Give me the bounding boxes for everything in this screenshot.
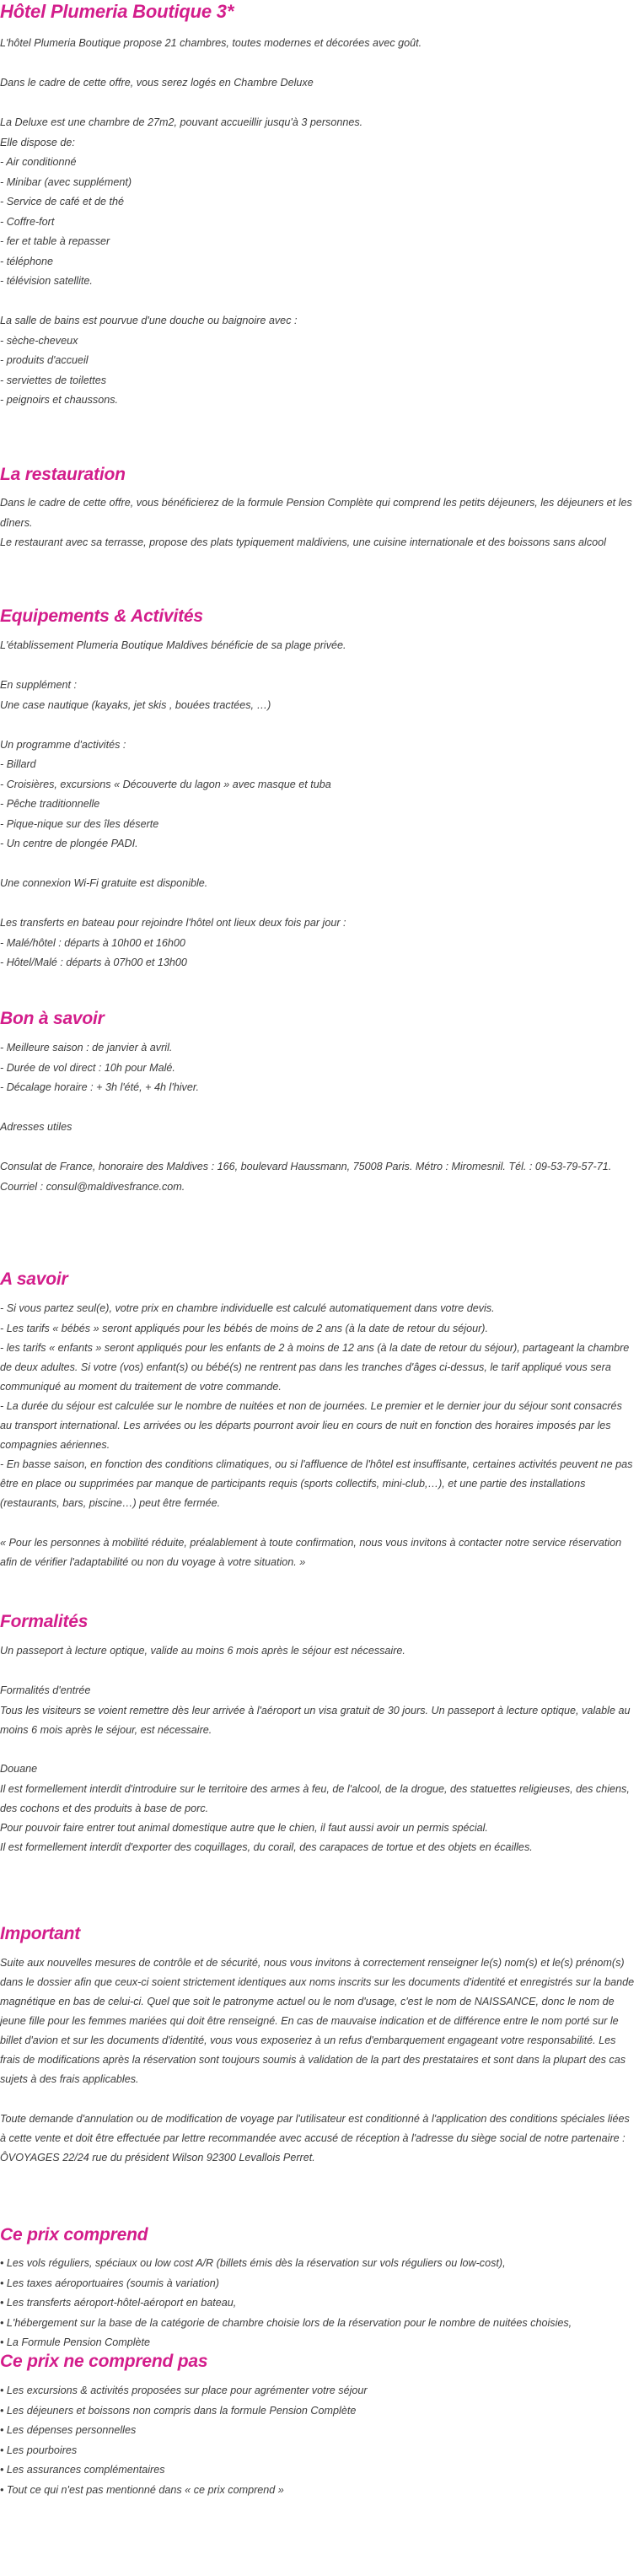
blank-line (0, 2089, 636, 2110)
prix-comprend-list (0, 2254, 636, 2353)
text-line: - Service de café et de thé (0, 196, 125, 207)
text-line: Il est formellement interdit d'exporter des coquillages, du corail, des carapaces de tortue et des objets en écailles. (0, 1841, 533, 1853)
prix-ne-comprend-pas-title: Ce prix ne comprend pas (0, 2352, 208, 2371)
text-line: - fer et table à repasser (0, 235, 110, 247)
blank-line (0, 656, 636, 676)
hotel-description (0, 34, 636, 411)
text-line: L'hôtel Plumeria Boutique propose 21 chambres, toutes modernes et décorées avec goût. (0, 37, 422, 49)
text-line: Toute demande d'annulation ou de modification de voyage par l'utilisateur est conditionné à l'application des conditions spéciales liées à cette vente et doit être effectuée par lettre recommandée avec accusé de réception à l'adresse du siège social de notre partenaire : ÔVOYAGES 22/24 rue du président Wilson 92300 Levallois Perret. (0, 2112, 630, 2164)
text-line: - Croisières, excursions « Découverte du lagon » avec masque et tuba (0, 778, 331, 790)
blank-line (0, 854, 636, 875)
text-line: Suite aux nouvelles mesures de contrôle et de sécurité, nous vous invitons à correctement renseigner le(s) nom(s) et le(s) prénom(s) dans le dossier afin que ceux-ci soient strictement identiques aux noms inscrits sur les documents d'identité et enregistrés sur la bande magnétique en bas de celui-ci. Quel que soit le patronyme actuel ou le nom d'usage, c'est le nom de NAISSANCE, donc le nom de jeune fille pour les femmes mariées qui doit être renseigné. En cas de mauvaise indication et de différence entre le nom porté sur le billet d'avion et sur les documents d'identité, vous vous exposeriez à un refus d'embarquement engageant votre responsabilité. Les frais de modifications après la réservation sont toujours soumis à validation de la part des prestataires et sont dans la plupart des cas sujets à des frais applicables. (0, 1957, 635, 2085)
hotel-title: Hôtel Plumeria Boutique 3* (0, 1, 234, 22)
blank-line (0, 894, 636, 914)
text-line: - sèche-cheveux (0, 334, 78, 347)
blank-line (0, 94, 636, 114)
text-line: • L'hébergement sur la base de la catégorie de chambre choisie lors de la réservation pour le nombre de nuitées choisies, (0, 2316, 572, 2329)
text-line: - Pêche traditionnelle (0, 798, 100, 810)
text-line: - Hôtel/Malé : départs à 07h00 et 13h00 (0, 957, 187, 968)
text-line: • Les excursions & activités proposées sur place pour agrémenter votre séjour (0, 2385, 368, 2396)
text-line: Une connexion Wi-Fi gratuite est disponible. (0, 877, 208, 889)
restauration-title: La restauration (0, 465, 126, 484)
blank-line (0, 1662, 636, 1682)
text-line: - Si vous partez seul(e), votre prix en chambre individuelle est calculé automatiquement dans votre devis. (0, 1302, 495, 1314)
prix-ne-comprend-pas-list (0, 2381, 636, 2500)
text-line: - serviettes de toilettes (0, 374, 106, 386)
formalites-title: Formalités (0, 1612, 89, 1631)
text-line: - Air conditionné (0, 156, 77, 168)
text-line: Douane (0, 1763, 38, 1775)
text-line: Un passeport à lecture optique, valide au moins 6 mois après le séjour est nécessaire. (0, 1645, 405, 1657)
text-line: - Décalage horaire : + 3h l'été, + 4h l'hiver. (0, 1081, 200, 1093)
text-line: • Les transferts aéroport-hôtel-aéroport en bateau, (0, 2297, 237, 2309)
blank-line (0, 715, 636, 736)
text-line: - Minibar (avec supplément) (0, 175, 132, 188)
text-line: Formalités d'entrée (0, 1684, 91, 1696)
text-line: • Les taxes aéroportuaires (soumis à variation) (0, 2277, 219, 2289)
text-line: Consulat de France, honoraire des Maldives : 166, boulevard Haussmann, 75008 Paris. Métro : Miromesnil. Tél. : 09-53-79-57-71. Courriel : consul@maldivesfrance.com. (0, 1161, 612, 1193)
text-line: Adresses utiles (0, 1121, 72, 1133)
text-line: Dans le cadre de cette offre, vous bénéficierez de la formule Pension Complète qui comprend les petits déjeuners, les déjeuners et les dîners. (0, 497, 632, 529)
text-line: Les transferts en bateau pour rejoindre l'hôtel ont lieux deux fois par jour : (0, 917, 346, 929)
text-line: • Les pourboires (0, 2444, 78, 2456)
blank-line (0, 1513, 636, 1533)
text-line: - peignoirs et chaussons. (0, 394, 119, 406)
text-line: • Les dépenses personnelles (0, 2424, 137, 2436)
text-line: - Billard (0, 758, 36, 770)
text-line: - Les tarifs « bébés » seront appliqués pour les bébés de moins de 2 ans (à la date de retour du séjour). (0, 1322, 488, 1334)
text-line: - télévision satellite. (0, 275, 93, 287)
text-line: • Les assurances complémentaires (0, 2464, 165, 2476)
text-line: • Tout ce qui n'est pas mentionné dans « ce prix comprend » (0, 2483, 284, 2496)
text-line: Une case nautique (kayaks, jet skis , bouées tractées, …) (0, 698, 271, 711)
blank-line (0, 292, 636, 312)
bon-a-savoir-title: Bon à savoir (0, 1009, 105, 1028)
text-line: Pour pouvoir faire entrer tout animal domestique autre que le chien, il faut aussi avoir un permis spécial. (0, 1821, 488, 1834)
blank-line (0, 1138, 636, 1158)
text-line: - Coffre-fort (0, 215, 55, 228)
text-line: - Meilleure saison : de janvier à avril. (0, 1042, 173, 1054)
text-line: La salle de bains est pourvue d'une douche ou baignoire avec : (0, 315, 298, 326)
text-line: - Malé/hôtel : départs à 10h00 et 16h00 (0, 936, 185, 949)
text-line: - Durée de vol direct : 10h pour Malé. (0, 1061, 175, 1074)
blank-line (0, 1740, 636, 1760)
prix-comprend-title: Ce prix comprend (0, 2225, 148, 2245)
text-line: - Un centre de plongée PADI. (0, 838, 138, 849)
equipements-description (0, 636, 636, 973)
equipements-title: Equipements & Activités (0, 606, 203, 626)
text-line: - Pique-nique sur des îles déserte (0, 817, 159, 830)
text-line: L'établissement Plumeria Boutique Maldives bénéficie de sa plage privée. (0, 639, 346, 651)
text-line: Dans le cadre de cette offre, vous serez logés en Chambre Deluxe (0, 77, 314, 89)
a-savoir-description (0, 1299, 636, 1572)
text-line: • Les vols réguliers, spéciaux ou low cost A/R (billets émis dès la réservation sur vols réguliers ou low-cost), (0, 2257, 506, 2269)
important-description (0, 1954, 636, 2168)
text-line: • Les déjeuners et boissons non compris dans la formule Pension Complète (0, 2404, 357, 2417)
text-line: Elle dispose de: (0, 136, 75, 148)
text-line: Il est formellement interdit d'introduire sur le territoire des armes à feu, de l'alcool, de la drogue, des statuettes religieuses, des chiens, des cochons et des produits à base de porc. (0, 1782, 630, 1814)
text-line: Le restaurant avec sa terrasse, propose des plats typiquement maldiviens, une cuisine internationale et des boissons sans alcool (0, 536, 606, 548)
text-line: « Pour les personnes à mobilité réduite, préalablement à toute confirmation, nous vous invitons à contacter notre service réservation afin de vérifier l'adaptabilité ou non du voyage à votre situation. » (0, 1536, 622, 1568)
text-line: Un programme d'activités : (0, 738, 126, 751)
formalites-description (0, 1641, 636, 1858)
text-line: - En basse saison, en fonction des conditions climatiques, ou si l'affluence de l'hôtel est insuffisante, certaines activités peuvent ne pas être en place ou supprimées par manque de participants requis (sports collectifs, mini-club,…), et une partie des installations (restaurants, bars, piscine…) peut être fermée. (0, 1458, 633, 1509)
text-line: - les tarifs « enfants » seront appliqués pour les enfants de 2 à moins de 12 ans (à la date de retour du séjour), partageant la chambre de deux adultes. Si votre (vos) enfant(s) ou bébé(s) ne rentrent pas dans les tranches d'âges ci-dessus, le tarif appliqué vous sera communiqué au moment du traitement de votre commande. (0, 1342, 630, 1393)
blank-line (0, 1098, 636, 1118)
a-savoir-title: A savoir (0, 1269, 68, 1289)
text-line: • La Formule Pension Complète (0, 2336, 151, 2348)
important-title: Important (0, 1924, 81, 1943)
text-line: - produits d'accueil (0, 354, 89, 366)
text-line: La Deluxe est une chambre de 27m2, pouvant accueillir jusqu'à 3 personnes. (0, 116, 363, 128)
text-line: Tous les visiteurs se voient remettre dès leur arrivée à l'aéroport un visa gratuit de 30 jours. Un passeport à lecture optique, valable au moins 6 mois après le séjour, est nécessaire. (0, 1704, 631, 1736)
text-line: En supplément : (0, 679, 78, 691)
blank-line (0, 54, 636, 74)
bon-a-savoir-description (0, 1038, 636, 1197)
text-line: - La durée du séjour est calculée sur le nombre de nuitées et non de journées. Le premier et le dernier jour du séjour sont consacrés au transport international. Les arrivées ou les départs pourront avoir lieu en cours de nuit en fonction des horaires imposés par les compagnies aériennes. (0, 1400, 622, 1451)
restauration-description (0, 493, 636, 553)
text-line: - téléphone (0, 255, 54, 267)
